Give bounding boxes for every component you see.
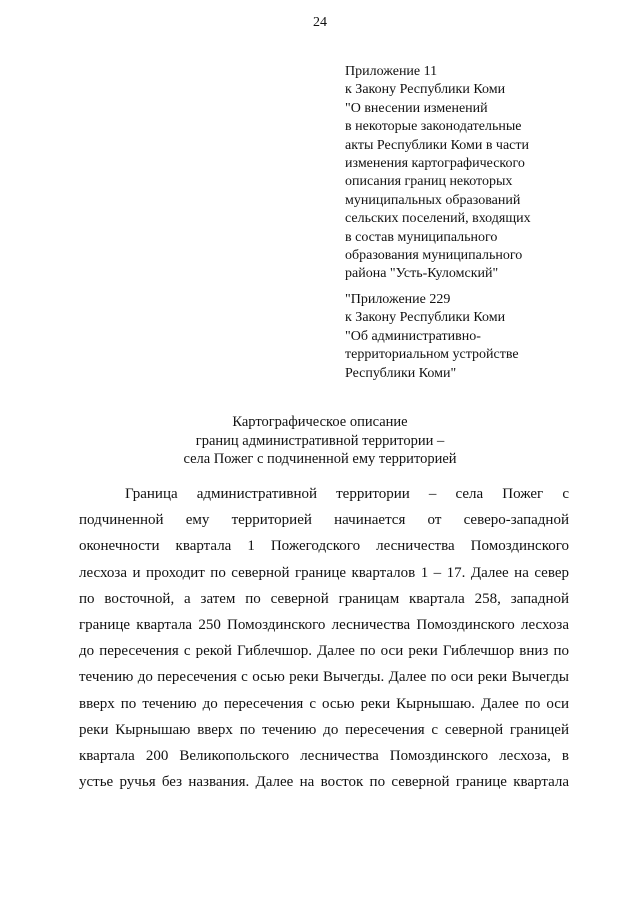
paragraph-line: лесхоза и проходит по северной границе кварталов 1 – 17. Далее на север [79,564,569,581]
appendix-11-line: в состав муниципального [345,229,498,245]
appendix-229-header [345,291,585,383]
appendix-229-line: "Об административно- [345,328,481,344]
title-line: Картографическое описание [232,414,408,430]
paragraph-line: квартала 200 Великопольского лесничества Помоздинского лесхоза, в [79,748,569,765]
title-line: села Пожег с подчиненной ему территорией [183,451,457,467]
title-line: границ административной территории – [195,432,445,449]
paragraph-line: реки Кырнышаю вверх по течению до пересечения с северной границей [79,721,569,738]
appendix-11-line: района "Усть-Куломский" [345,266,499,282]
appendix-11-line: образования муниципального [345,248,523,264]
appendix-229-line: "Приложение 229 [345,292,451,307]
appendix-11-line: изменения картографического [345,156,525,172]
paragraph-line: Граница административной территории – села Пожег с [125,486,569,502]
appendix-11-header [345,63,585,284]
paragraph-line: границе квартала 250 Помоздинского лесничества Помоздинского лесхоза [79,617,569,634]
appendix-11-line: Приложение 11 [345,64,438,79]
paragraph-line: течению до пересечения с осью реки Вычегды. Далее по оси реки Вычегды [79,669,569,686]
appendix-11-line: описания границ некоторых [345,174,513,190]
page-number: 24 [313,15,327,30]
appendix-229-line: Республики Коми" [345,365,457,381]
paragraph-line: устье ручья без названия. Далее на восток по северной границе квартала [79,774,569,791]
appendix-11-line: муниципальных образований [345,192,521,208]
boundary-description-paragraph [79,481,569,795]
paragraph-line: до пересечения с рекой Гиблечшор. Далее по оси реки Гиблечшор вниз по [79,643,569,660]
paragraph-line: по восточной, а затем по северной границам квартала 258, западной [79,590,569,607]
paragraph-line: оконечности квартала 1 Пожегодского лесничества Помоздинского [79,538,569,555]
paragraph-line: вверх по течению до пересечения с осью реки Кырнышаю. Далее по оси [79,695,569,712]
document-title [0,413,640,469]
appendix-11-line: в некоторые законодательные [345,119,522,135]
appendix-11-line: акты Республики Коми в части [345,137,530,153]
appendix-11-line: сельских поселений, входящих [345,211,531,227]
appendix-229-line: к Закону Республики Коми [345,310,506,326]
appendix-229-line: территориальном устройстве [345,347,519,363]
appendix-11-line: "О внесении изменений [345,100,488,116]
paragraph-line: подчиненной ему территорией начинается от северо-западной [79,512,569,529]
appendix-11-line: к Закону Республики Коми [345,82,506,98]
